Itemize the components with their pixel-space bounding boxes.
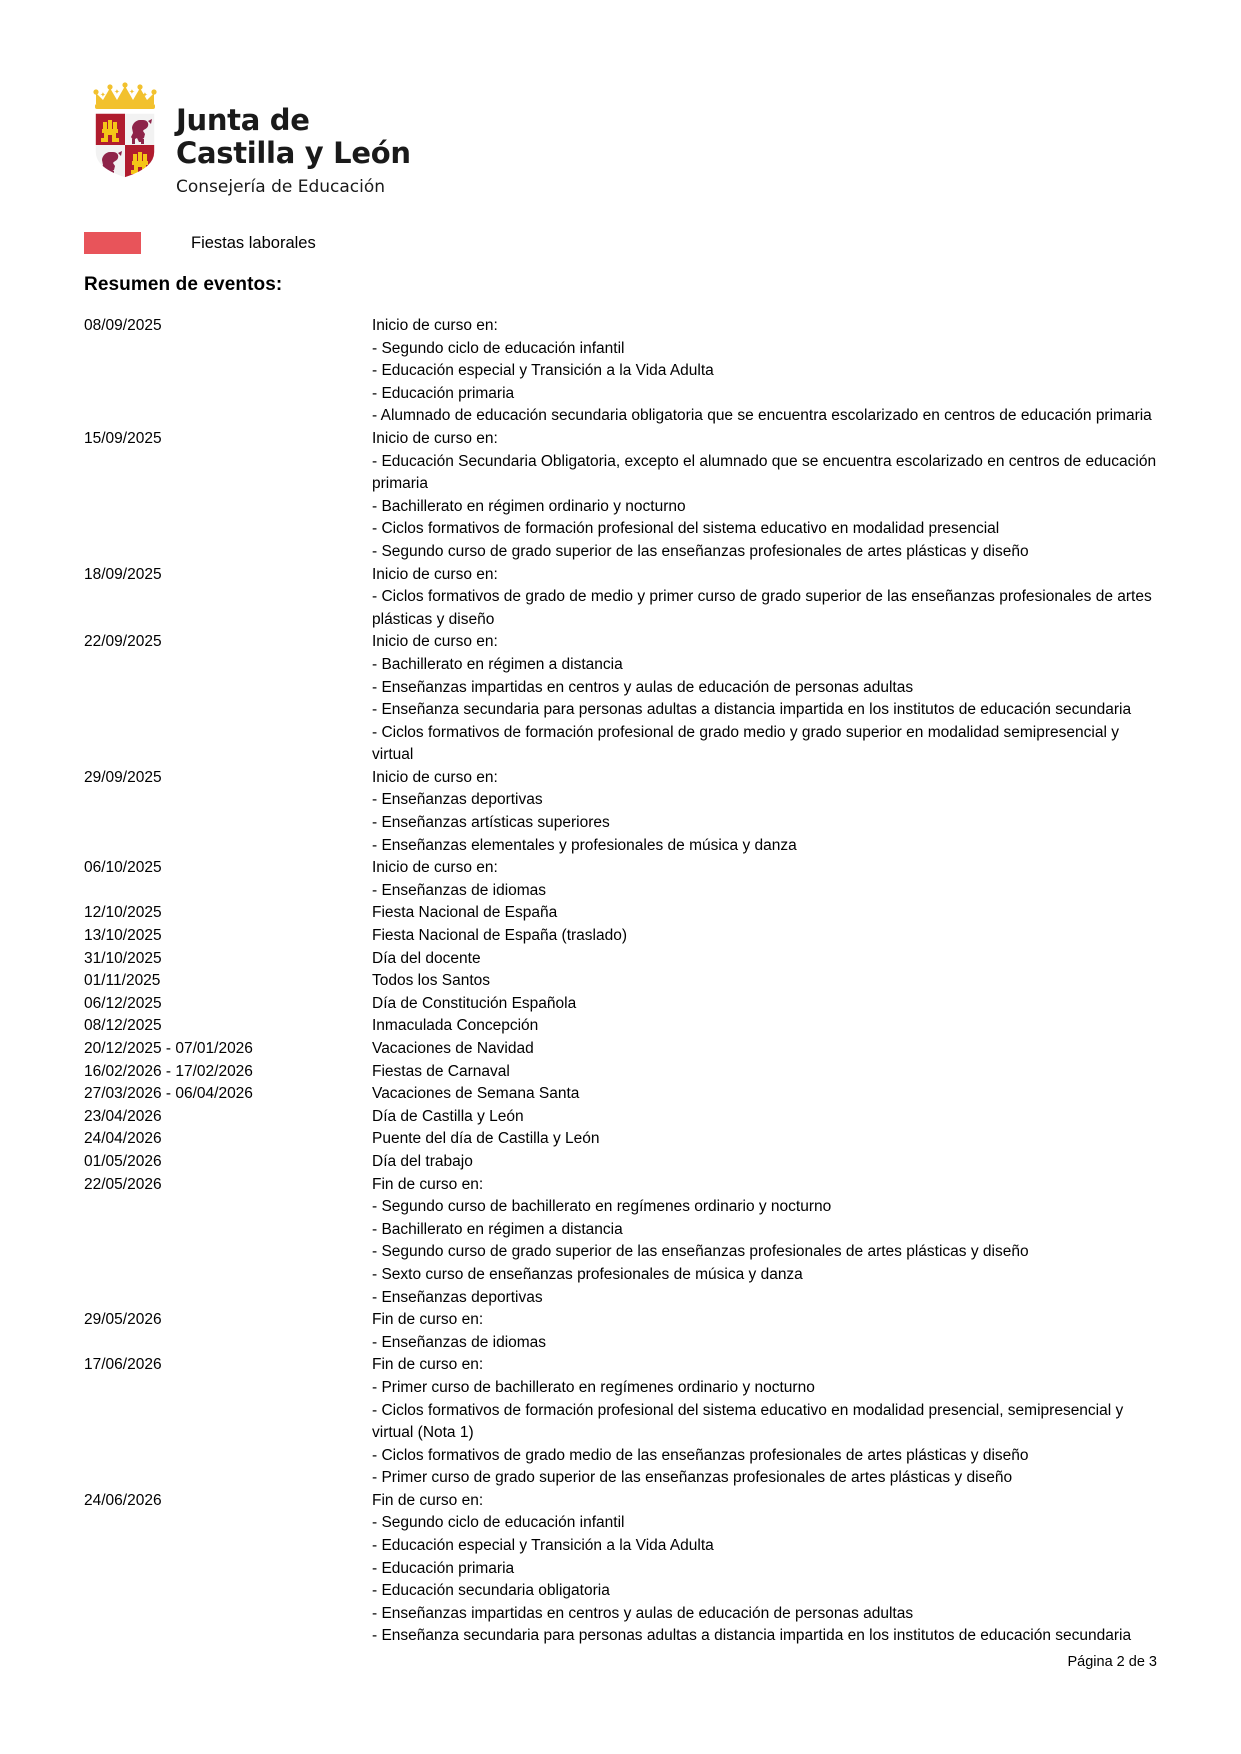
event-date: 01/05/2026	[84, 1152, 162, 1170]
event-description-line: Fin de curso en:	[372, 1491, 484, 1509]
event-description-line: - Enseñanzas deportivas	[372, 1288, 543, 1306]
event-description	[372, 857, 1159, 902]
event-date: 22/09/2025	[84, 633, 162, 651]
coat-of-arms-icon	[84, 78, 166, 180]
organization-line-1: Junta de	[176, 103, 310, 137]
document-header	[84, 78, 644, 198]
event-description-line: - Educación Secundaria Obligatoria, excepto el alumnado que se encuentra escolarizado en centros de educación primaria	[372, 452, 1157, 493]
event-row	[84, 631, 1159, 767]
event-description	[372, 1038, 1159, 1061]
event-row	[84, 1038, 1159, 1061]
event-row	[84, 948, 1159, 971]
legend	[84, 232, 316, 254]
event-description-line: - Enseñanzas impartidas en centros y aulas de educación de personas adultas	[372, 678, 914, 696]
event-description	[372, 1015, 1159, 1038]
event-date: 18/09/2025	[84, 565, 162, 583]
event-description-line: Inicio de curso en:	[372, 429, 498, 447]
event-description-line: - Enseñanzas artísticas superiores	[372, 814, 610, 832]
event-description-line: - Educación especial y Transición a la Vida Adulta	[372, 362, 714, 380]
event-description-line: Inicio de curso en:	[372, 317, 498, 334]
event-description-line: - Ciclos formativos de formación profesional del sistema educativo en modalidad presencial, semipresencial y virtual (Nota 1)	[372, 1401, 1124, 1442]
event-description-line: - Segundo curso de grado superior de las enseñanzas profesionales de artes plásticas y diseño	[372, 1243, 1029, 1261]
event-description-line: - Primer curso de bachillerato en regímenes ordinario y nocturno	[372, 1378, 815, 1396]
event-description-line: Día de Castilla y León	[372, 1107, 524, 1125]
event-description-line: - Sexto curso de enseñanzas profesionales de música y danza	[372, 1265, 803, 1283]
event-description-line: - Segundo curso de grado superior de las enseñanzas profesionales de artes plásticas y diseño	[372, 542, 1029, 560]
event-description-line: - Educación primaria	[372, 384, 515, 402]
event-description-line: Vacaciones de Semana Santa	[372, 1085, 580, 1103]
event-description	[372, 1309, 1159, 1354]
event-description	[372, 315, 1159, 428]
event-description-line: - Ciclos formativos de formación profesional del sistema educativo en modalidad presencial	[372, 520, 1000, 538]
event-description-line: - Enseñanza secundaria para personas adultas a distancia impartida en los institutos de educación secundaria	[372, 701, 1132, 719]
event-description-line: Día de Constitución Española	[372, 994, 577, 1012]
event-description	[372, 428, 1159, 564]
events-list	[84, 315, 1159, 1648]
svg-text:✦: ✦	[129, 88, 135, 96]
event-date: 12/10/2025	[84, 904, 162, 922]
event-date: 06/10/2025	[84, 859, 162, 877]
event-description-line: Inicio de curso en:	[372, 633, 498, 651]
event-date: 17/06/2026	[84, 1356, 162, 1374]
event-description-line: - Alumnado de educación secundaria obligatoria que se encuentra escolarizado en centros de educación primaria	[372, 407, 1152, 425]
event-description-line: - Enseñanzas de idiomas	[372, 881, 547, 899]
event-date: 31/10/2025	[84, 949, 162, 967]
event-description	[372, 1174, 1159, 1310]
event-row	[84, 1083, 1159, 1106]
event-description-line: Fiestas de Carnaval	[372, 1062, 510, 1080]
event-description	[372, 1128, 1159, 1151]
event-description-line: Fiesta Nacional de España	[372, 904, 558, 922]
event-description	[372, 993, 1159, 1016]
event-date: 16/02/2026 - 17/02/2026	[84, 1062, 253, 1080]
event-row	[84, 1128, 1159, 1151]
event-description	[372, 902, 1159, 925]
event-description	[372, 1083, 1159, 1106]
event-description-line: Inicio de curso en:	[372, 859, 498, 877]
event-description-line: - Educación secundaria obligatoria	[372, 1582, 610, 1600]
event-description	[372, 1490, 1159, 1648]
event-description-line: Día del trabajo	[372, 1152, 473, 1170]
event-date: 27/03/2026 - 06/04/2026	[84, 1085, 253, 1103]
event-description-line: - Ciclos formativos de formación profesional de grado medio y grado superior en modalidad semipresencial y virtual	[372, 723, 1119, 764]
event-row	[84, 1106, 1159, 1129]
legend-color-swatch	[84, 232, 141, 254]
event-description-line: - Enseñanzas deportivas	[372, 791, 543, 809]
event-description-line: Fin de curso en:	[372, 1175, 484, 1193]
event-date: 15/09/2025	[84, 429, 162, 447]
event-description-line: - Primer curso de grado superior de las enseñanzas profesionales de artes plásticas y diseño	[372, 1469, 1013, 1487]
event-description	[372, 767, 1159, 857]
event-description	[372, 1106, 1159, 1129]
event-description-line: - Ciclos formativos de grado de medio y primer curso de grado superior de las enseñanzas profesionales de artes plásticas y diseño	[372, 588, 1152, 628]
event-row	[84, 1061, 1159, 1084]
event-description-line: - Bachillerato en régimen a distancia	[372, 655, 623, 673]
event-description-line: - Bachillerato en régimen a distancia	[372, 1220, 623, 1238]
organization-line-2: Castilla y León	[176, 136, 411, 170]
svg-text:✦: ✦	[114, 88, 120, 96]
event-row	[84, 857, 1159, 902]
event-row	[84, 1354, 1159, 1490]
event-description-line: - Educación primaria	[372, 1559, 515, 1577]
event-date: 29/05/2026	[84, 1311, 162, 1329]
event-description-line: Fiesta Nacional de España (traslado)	[372, 927, 628, 945]
junta-logo	[84, 78, 644, 198]
event-row	[84, 1490, 1159, 1648]
event-row	[84, 993, 1159, 1016]
event-description-line: Fin de curso en:	[372, 1311, 484, 1329]
event-description-line: - Ciclos formativos de grado medio de las enseñanzas profesionales de artes plásticas y diseño	[372, 1446, 1029, 1464]
svg-text:✦: ✦	[142, 91, 148, 99]
event-date: 08/12/2025	[84, 1017, 162, 1035]
event-date: 01/11/2025	[84, 972, 161, 990]
event-description	[372, 925, 1159, 948]
svg-text:✦: ✦	[100, 91, 106, 99]
event-date: 24/04/2026	[84, 1130, 162, 1148]
event-date: 29/09/2025	[84, 768, 162, 786]
event-row	[84, 902, 1159, 925]
event-date: 08/09/2025	[84, 317, 162, 334]
event-description-line: - Enseñanzas de idiomas	[372, 1333, 547, 1351]
event-date: 22/05/2026	[84, 1175, 162, 1193]
event-row	[84, 970, 1159, 993]
event-description-line: Puente del día de Castilla y León	[372, 1130, 600, 1148]
event-row	[84, 564, 1159, 632]
junta-logo-text	[166, 78, 411, 198]
legend-label: Fiestas laborales	[191, 234, 316, 252]
event-row	[84, 428, 1159, 564]
event-row	[84, 1151, 1159, 1174]
event-row	[84, 925, 1159, 948]
event-description-line: - Segundo ciclo de educación infantil	[372, 1514, 625, 1532]
event-description	[372, 1151, 1159, 1174]
event-description	[372, 1061, 1159, 1084]
event-row	[84, 1015, 1159, 1038]
event-date: 13/10/2025	[84, 927, 162, 945]
event-date: 20/12/2025 - 07/01/2026	[84, 1040, 253, 1057]
event-description	[372, 948, 1159, 971]
event-description-line: Todos los Santos	[372, 972, 491, 990]
event-description-line: Fin de curso en:	[372, 1356, 484, 1374]
event-date: 23/04/2026	[84, 1107, 162, 1125]
event-description	[372, 970, 1159, 993]
page-title: Resumen de eventos:	[84, 274, 283, 295]
event-description-line: Inicio de curso en:	[372, 768, 498, 786]
event-description-line: - Bachillerato en régimen ordinario y nocturno	[372, 497, 686, 515]
event-description-line: - Enseñanzas impartidas en centros y aulas de educación de personas adultas	[372, 1604, 914, 1622]
event-description-line: Inicio de curso en:	[372, 565, 498, 583]
event-date: 06/12/2025	[84, 994, 162, 1012]
event-row	[84, 315, 1159, 428]
event-description-line: Día del docente	[372, 949, 481, 967]
event-description	[372, 1354, 1159, 1490]
event-description-line: Inmaculada Concepción	[372, 1017, 539, 1035]
event-date: 24/06/2026	[84, 1491, 162, 1509]
page-number: Página 2 de 3	[1067, 1654, 1157, 1670]
event-row	[84, 1174, 1159, 1310]
event-description	[372, 631, 1159, 767]
event-description-line: - Segundo curso de bachillerato en regímenes ordinario y nocturno	[372, 1198, 832, 1216]
event-description	[372, 564, 1159, 632]
department-label: Consejería de Educación	[176, 177, 386, 197]
event-row	[84, 1309, 1159, 1354]
event-description-line: - Enseñanza secundaria para personas adultas a distancia impartida en los institutos de educación secundaria	[372, 1627, 1132, 1645]
event-description-line: - Enseñanzas elementales y profesionales de música y danza	[372, 836, 797, 854]
event-description-line: - Segundo ciclo de educación infantil	[372, 339, 625, 357]
event-description-line: Vacaciones de Navidad	[372, 1040, 534, 1057]
event-row	[84, 767, 1159, 857]
event-description-line: - Educación especial y Transición a la Vida Adulta	[372, 1537, 714, 1555]
